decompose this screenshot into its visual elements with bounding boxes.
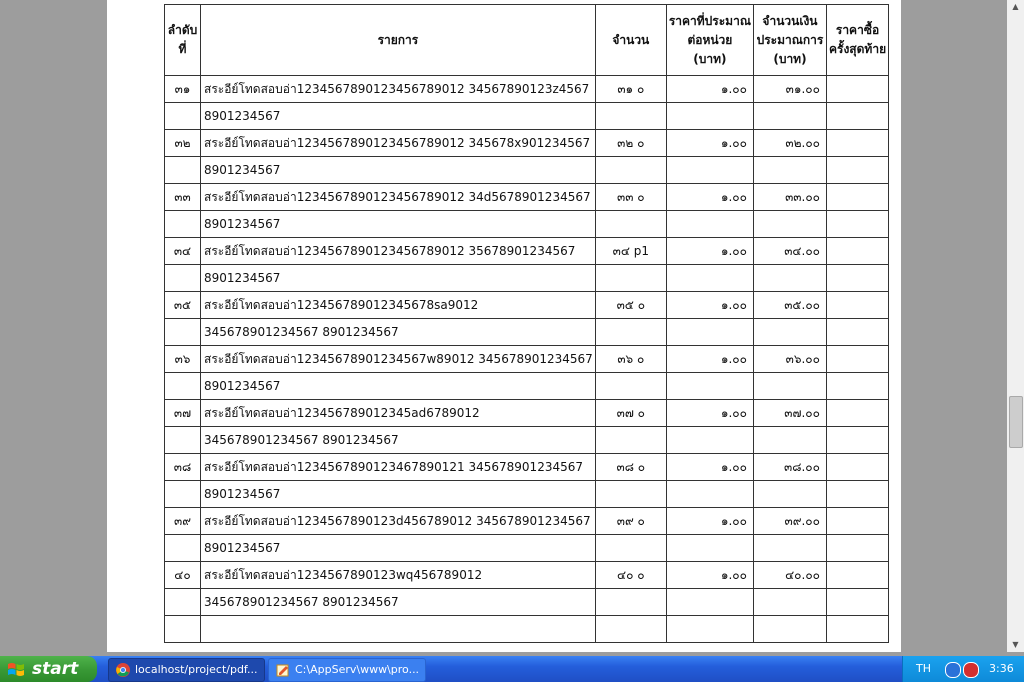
empty-cell [595, 319, 666, 346]
item-unit-price: ๑.๐๐ [666, 130, 753, 157]
item-amount: ๓๖.๐๐ [753, 346, 826, 373]
empty-cell [753, 481, 826, 508]
taskbar-item-browser[interactable] [108, 658, 265, 682]
item-description: สระอีย์โทดสอบอ่า12345678901234​5ad6789012 [201, 400, 596, 427]
item-unit-price: ๑.๐๐ [666, 562, 753, 589]
table-row-continuation [165, 319, 889, 346]
empty-cell [826, 319, 888, 346]
item-description: สระอีย์โทดสอบอ่า1234567890123456789012 34567890123z4567 [201, 76, 596, 103]
empty-cell [826, 157, 888, 184]
scrollbar-thumb[interactable] [1009, 396, 1023, 448]
empty-cell [666, 265, 753, 292]
empty-cell [666, 319, 753, 346]
empty-cell [666, 616, 753, 643]
item-amount: ๓๓.๐๐ [753, 184, 826, 211]
empty-cell [595, 157, 666, 184]
empty-cell [826, 616, 888, 643]
header-index: ลำดับ ที่ [165, 5, 201, 76]
empty-cell [165, 589, 201, 616]
language-indicator[interactable]: TH [916, 662, 931, 675]
row-number: ๓๗ [165, 400, 201, 427]
empty-cell [595, 535, 666, 562]
table-row-continuation [165, 427, 889, 454]
header-qty: จำนวน [595, 5, 666, 76]
item-last-price [826, 346, 888, 373]
item-description-continued: 345678901234567 8901234567 [201, 427, 596, 454]
item-quantity: ๓๒ ๐ [595, 130, 666, 157]
item-description: สระอีย์โทดสอบอ่า123456789012345678sa9012 [201, 292, 596, 319]
item-description: สระอีย์โทดสอบอ่า1234567890123d456789012 345678901234567 [201, 508, 596, 535]
start-button[interactable] [0, 656, 97, 682]
item-last-price [826, 292, 888, 319]
empty-cell [666, 373, 753, 400]
table-row-continuation [165, 211, 889, 238]
item-description-continued: 8901234567 [201, 265, 596, 292]
taskbar-item-label: localhost/project/pdf... [135, 663, 258, 676]
taskbar [0, 656, 1024, 682]
table-row-continuation [165, 481, 889, 508]
item-quantity: ๓๘ ๐ [595, 454, 666, 481]
row-number: ๓๒ [165, 130, 201, 157]
item-description-continued: 8901234567 [201, 373, 596, 400]
empty-cell [165, 373, 201, 400]
table-row-continuation [165, 589, 889, 616]
empty-cell [753, 589, 826, 616]
clock: 3:36 [989, 662, 1014, 675]
item-description: สระอีย์โทดสอบอ่า1234567890123467890121 345678901234567 [201, 454, 596, 481]
shield-icon[interactable] [963, 662, 979, 678]
item-description: สระอีย์โทดสอบอ่า1234567890123456789012 34d5678901234567 [201, 184, 596, 211]
editor-icon [276, 663, 290, 677]
empty-cell [666, 211, 753, 238]
item-amount: ๓๗.๐๐ [753, 400, 826, 427]
item-last-price [826, 508, 888, 535]
item-description-continued: 8901234567 [201, 157, 596, 184]
item-table [164, 4, 889, 643]
empty-cell [595, 589, 666, 616]
header-unit-price: ราคาที่ประมาณ ต่อหน่วย (บาท) [666, 5, 753, 76]
item-description: สระอีย์โทดสอบอ่า12345678901234567w89012 345678901234567 [201, 346, 596, 373]
item-quantity: ๓๔ p1 [595, 238, 666, 265]
empty-cell [165, 103, 201, 130]
empty-cell [666, 589, 753, 616]
item-unit-price: ๑.๐๐ [666, 184, 753, 211]
item-quantity: ๓๑ ๐ [595, 76, 666, 103]
table-row [165, 184, 889, 211]
scroll-down-icon[interactable]: ▼ [1012, 640, 1019, 649]
row-number: ๓๓ [165, 184, 201, 211]
empty-cell [826, 103, 888, 130]
empty-cell [753, 616, 826, 643]
empty-cell [595, 211, 666, 238]
item-description-continued: 8901234567 [201, 103, 596, 130]
item-unit-price: ๑.๐๐ [666, 76, 753, 103]
item-amount: ๓๘.๐๐ [753, 454, 826, 481]
table-row [165, 76, 889, 103]
table-row [165, 130, 889, 157]
item-last-price [826, 562, 888, 589]
empty-cell [753, 373, 826, 400]
table-row [165, 238, 889, 265]
empty-cell [595, 265, 666, 292]
item-amount: ๔๐.๐๐ [753, 562, 826, 589]
empty-cell [165, 319, 201, 346]
table-row [165, 508, 889, 535]
item-description-continued: 8901234567 [201, 535, 596, 562]
scroll-up-icon[interactable]: ▲ [1012, 2, 1019, 11]
item-amount: ๓๕.๐๐ [753, 292, 826, 319]
item-quantity: ๓๓ ๐ [595, 184, 666, 211]
row-number: ๓๖ [165, 346, 201, 373]
item-last-price [826, 238, 888, 265]
empty-cell [595, 103, 666, 130]
item-unit-price: ๑.๐๐ [666, 238, 753, 265]
empty-cell [595, 616, 666, 643]
vertical-scrollbar[interactable] [1007, 0, 1024, 652]
item-description-continued: 345678901234567 8901234567 [201, 589, 596, 616]
table-row [165, 454, 889, 481]
table-row-continuation [165, 265, 889, 292]
empty-cell [753, 319, 826, 346]
row-number: ๔๐ [165, 562, 201, 589]
empty-cell [165, 427, 201, 454]
header-amount: จำนวนเงิน ประมาณการ (บาท) [753, 5, 826, 76]
empty-cell [165, 157, 201, 184]
table-row [165, 346, 889, 373]
header-last-price: ราคาซื้อ ครั้งสุดท้าย [826, 5, 888, 76]
row-number: ๓๘ [165, 454, 201, 481]
row-number: ๓๕ [165, 292, 201, 319]
item-last-price [826, 130, 888, 157]
item-amount: ๓๙.๐๐ [753, 508, 826, 535]
header-item: รายการ [201, 5, 596, 76]
empty-cell [753, 211, 826, 238]
empty-cell [165, 211, 201, 238]
taskbar-item-editor[interactable] [268, 658, 426, 682]
item-last-price [826, 400, 888, 427]
empty-cell [165, 481, 201, 508]
item-quantity: ๓๕ ๐ [595, 292, 666, 319]
item-description: สระอีย์โทดสอบอ่า1234567890123456789012 35678901234567 [201, 238, 596, 265]
empty-cell [666, 535, 753, 562]
item-unit-price: ๑.๐๐ [666, 346, 753, 373]
item-description: สระอีย์โทดสอบอ่า1234567890123wq456789012 [201, 562, 596, 589]
empty-cell [165, 265, 201, 292]
table-row [165, 400, 889, 427]
empty-cell [666, 157, 753, 184]
item-description-continued: 345678901234567 8901234567 [201, 319, 596, 346]
empty-cell [165, 535, 201, 562]
item-quantity: ๓๖ ๐ [595, 346, 666, 373]
table-header [165, 5, 889, 76]
empty-cell [666, 427, 753, 454]
empty-cell [753, 103, 826, 130]
row-number: ๓๑ [165, 76, 201, 103]
table-row [165, 562, 889, 589]
empty-cell [826, 265, 888, 292]
empty-cell [826, 589, 888, 616]
empty-cell [826, 211, 888, 238]
taskbar-item-label: C:\AppServ\www\pro... [295, 663, 420, 676]
chrome-icon [116, 663, 130, 677]
empty-cell [826, 481, 888, 508]
system-tray [902, 656, 1024, 682]
windows-flag-icon [8, 662, 24, 677]
pdf-page [107, 0, 901, 652]
empty-cell [595, 373, 666, 400]
empty-cell [753, 157, 826, 184]
item-amount: ๓๑.๐๐ [753, 76, 826, 103]
table-row [165, 292, 889, 319]
item-last-price [826, 76, 888, 103]
empty-cell [165, 616, 201, 643]
empty-cell [753, 265, 826, 292]
empty-cell [826, 535, 888, 562]
empty-cell [753, 427, 826, 454]
item-description-continued: 8901234567 [201, 481, 596, 508]
table-row-empty [165, 616, 889, 643]
row-number: ๓๙ [165, 508, 201, 535]
item-quantity: ๓๗ ๐ [595, 400, 666, 427]
item-unit-price: ๑.๐๐ [666, 454, 753, 481]
item-amount: ๓๔.๐๐ [753, 238, 826, 265]
item-last-price [826, 454, 888, 481]
item-amount: ๓๒.๐๐ [753, 130, 826, 157]
empty-cell [753, 535, 826, 562]
tray-arrow-icon[interactable] [945, 662, 961, 678]
item-unit-price: ๑.๐๐ [666, 508, 753, 535]
row-number: ๓๔ [165, 238, 201, 265]
empty-cell [826, 373, 888, 400]
empty-cell [595, 427, 666, 454]
empty-cell [595, 481, 666, 508]
item-unit-price: ๑.๐๐ [666, 292, 753, 319]
table-row-continuation [165, 103, 889, 130]
empty-cell [666, 103, 753, 130]
table-row-continuation [165, 535, 889, 562]
item-quantity: ๔๐ ๐ [595, 562, 666, 589]
item-description-continued: 8901234567 [201, 211, 596, 238]
item-last-price [826, 184, 888, 211]
table-row-continuation [165, 373, 889, 400]
item-quantity: ๓๙ ๐ [595, 508, 666, 535]
empty-cell [826, 427, 888, 454]
empty-cell [201, 616, 596, 643]
item-description: สระอีย์โทดสอบอ่า1234567890123456789012 345678x901234567 [201, 130, 596, 157]
table-row-continuation [165, 157, 889, 184]
item-unit-price: ๑.๐๐ [666, 400, 753, 427]
start-label: start [32, 659, 79, 679]
empty-cell [666, 481, 753, 508]
